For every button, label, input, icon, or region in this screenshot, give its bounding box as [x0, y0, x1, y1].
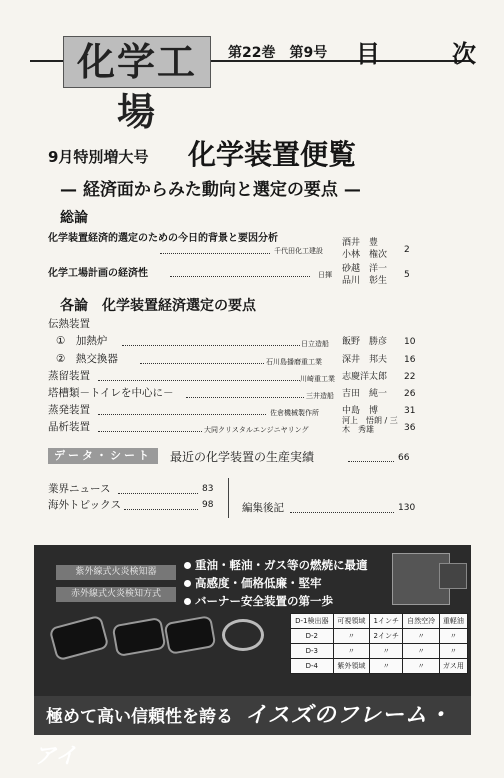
toc-entry-page: 31 [404, 406, 416, 416]
toc-entry-author: 酒井 豊 [342, 238, 379, 248]
leader-dots [98, 413, 266, 415]
ad-feature: 高感度・価格低廉・堅牢 [184, 575, 322, 591]
leader-dots [170, 275, 310, 277]
cable-image [222, 619, 264, 651]
bullet-icon [184, 562, 191, 569]
toc-entry-source: 大同クリスタルエンジニヤリング [204, 426, 309, 434]
toc-entry-source: 千代田化工建設 [274, 247, 323, 255]
table-row: D-2 〃 2インチ 〃 〃 [291, 629, 468, 644]
volume-issue: 第22巻 第9号 [228, 45, 328, 61]
spec-table [290, 613, 468, 674]
toc-entry-author: 品川 彰生 [342, 276, 388, 286]
bullet-icon [184, 598, 191, 605]
ad-brand: イスズのフレーム・アイ [34, 703, 451, 769]
leader-dots [140, 362, 264, 364]
feature-subtitle: — 経済面からみた動向と選定の要点 — [60, 180, 361, 200]
toc-entry-title[interactable]: 蒸発装置 [48, 404, 90, 416]
toc-entry-title[interactable]: 蒸留装置 [48, 370, 90, 382]
toc-entry-author: 中島 博 [342, 406, 379, 416]
ad-tag: 紫外線式火炎検知器 [56, 565, 176, 580]
toc-entry-source: 佐倉機械製作所 [270, 409, 319, 417]
toc-entry-title[interactable]: 化学工場計画の経済性 [48, 268, 148, 279]
flame-sensor-image [49, 615, 110, 662]
toc-entry-page: 83 [202, 484, 214, 494]
toc-entry-source: 石川島播磨重工業 [266, 358, 322, 366]
bullet-icon [184, 580, 191, 587]
special-issue-label: 9月特別増大号 [48, 148, 149, 166]
toc-entry-title[interactable]: 海外トピックス [48, 499, 121, 511]
section-heading-specific: 各論 化学装置経済選定の要点 [60, 298, 256, 314]
leader-dots [160, 252, 270, 254]
table-row: D-3 〃 〃 〃 〃 [291, 644, 468, 659]
toc-entry-page: 16 [404, 355, 416, 365]
toc-entry-author: 深井 邦夫 [342, 355, 388, 365]
product-box-image [439, 563, 467, 589]
section-heading-general: 総論 [60, 210, 88, 226]
column-divider [228, 478, 229, 518]
ad-banner [34, 696, 471, 769]
toc-entry-page: 10 [404, 337, 416, 347]
magazine-logo: 化学工場 [63, 36, 211, 88]
table-row: D-4 紫外領域 〃 〃 ガス用 [291, 659, 468, 674]
toc-entry-page: 66 [398, 453, 410, 463]
ad-slogan: 極めて高い信頼性を誇る [46, 707, 233, 727]
feature-title: 化学装置便覧 [188, 138, 357, 171]
toc-entry-title[interactable]: 業界ニュース [48, 483, 111, 495]
toc-entry-author: 小林 権次 [342, 250, 388, 260]
datasheet-label: データ・シート [48, 448, 158, 464]
toc-entry-author: 河上 悟朗 / 三木 秀雄 [342, 416, 398, 434]
toc-entry-author: 砂越 洋一 [342, 264, 388, 274]
leader-dots [124, 508, 198, 510]
toc-entry-title[interactable]: 塔槽類－トイレを中心に－ [48, 387, 174, 399]
toc-entry-page: 5 [404, 270, 410, 280]
toc-entry-author: 吉田 純一 [342, 389, 388, 399]
leader-dots [98, 379, 300, 381]
flame-sensor-image [164, 615, 217, 655]
ad-feature: 重油・軽油・ガス等の燃焼に最適 [184, 557, 368, 573]
advertisement [34, 545, 471, 769]
ad-feature: バーナー安全装置の第一歩 [184, 593, 333, 609]
leader-dots [348, 460, 394, 462]
toc-entry-title[interactable]: 晶析装置 [48, 421, 90, 433]
leader-dots [98, 430, 202, 432]
toc-entry-title[interactable]: ① 加熱炉 [56, 335, 108, 347]
leader-dots [118, 492, 198, 494]
toc-entry-title[interactable]: ② 熱交換器 [56, 353, 118, 365]
toc-group-label: 伝熱装置 [48, 318, 90, 330]
toc-entry-source: 日立造船 [301, 340, 329, 348]
toc-entry-author: 志慶洋太郎 [342, 372, 388, 382]
leader-dots [122, 344, 300, 346]
toc-entry-page: 36 [404, 423, 416, 433]
toc-entry-title[interactable]: 編集後記 [242, 502, 284, 514]
toc-entry-page: 2 [404, 245, 410, 255]
leader-dots [290, 511, 394, 513]
toc-entry-title[interactable]: 化学装置経済的選定のための今日的背景と要因分析 [48, 233, 278, 244]
contents-heading: 目 次 [356, 40, 500, 68]
toc-entry-page: 130 [398, 503, 416, 513]
flame-sensor-image [112, 617, 167, 657]
toc-entry-author: 飯野 勝彦 [342, 337, 388, 347]
table-row: D-1検出器 可視領域 1インチ 自然空冷 重軽油 [291, 614, 468, 629]
leader-dots [186, 396, 304, 398]
toc-entry-title[interactable]: 最近の化学装置の生産実績 [170, 450, 315, 464]
toc-entry-page: 98 [202, 500, 214, 510]
toc-entry-source: 川崎重工業 [300, 375, 335, 383]
toc-entry-page: 26 [404, 389, 416, 399]
toc-entry-page: 22 [404, 372, 416, 382]
ad-tag: 赤外線式火炎検知方式 [56, 587, 176, 602]
toc-entry-source: 日揮 [318, 271, 332, 279]
toc-entry-source: 三井造船 [306, 392, 334, 400]
